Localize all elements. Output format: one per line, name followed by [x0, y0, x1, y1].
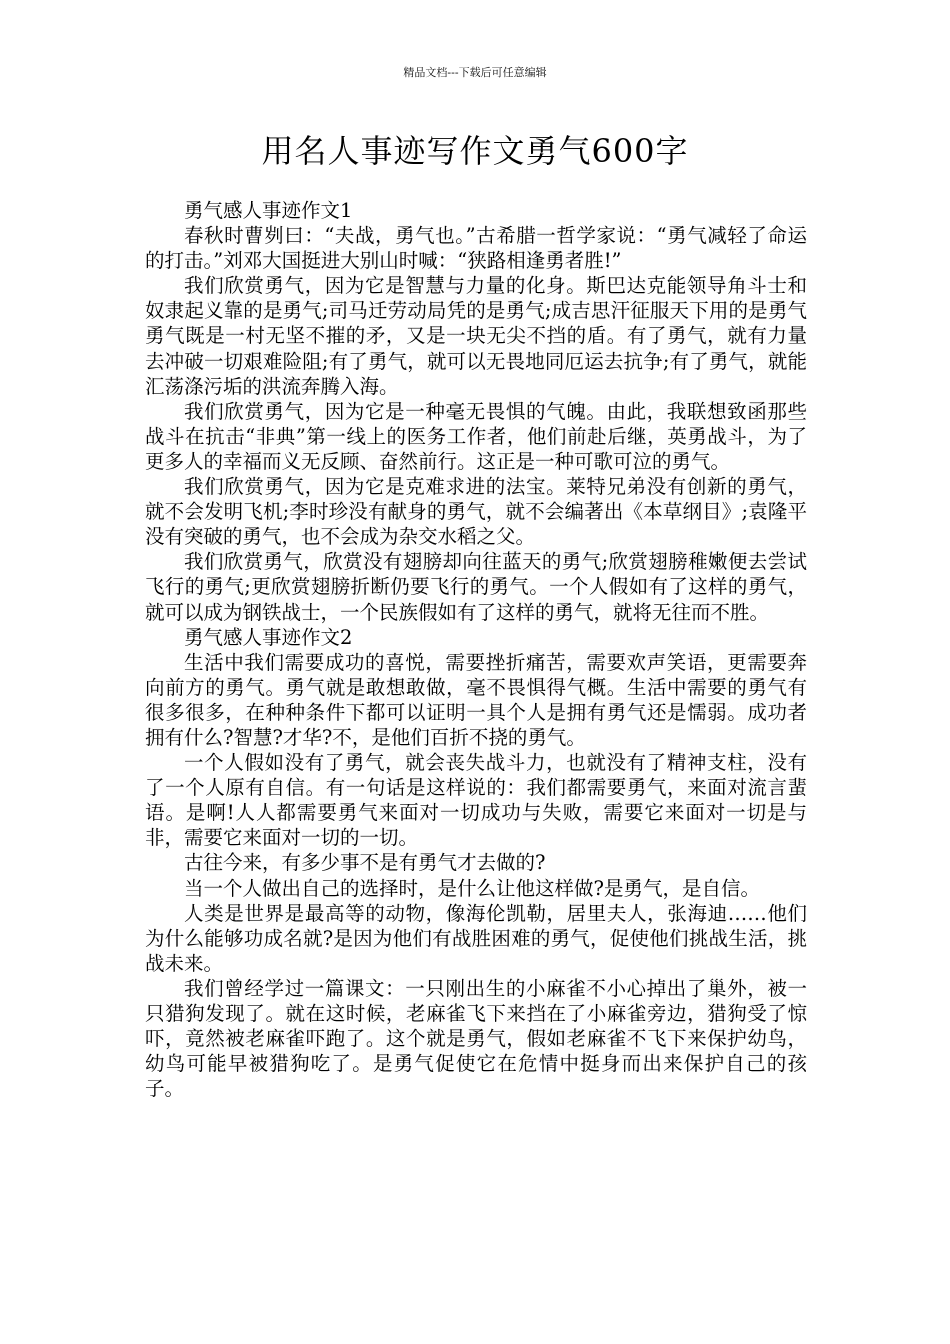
paragraph: 一个人假如没有了勇气，就会丧失战斗力，也就没有了精神支柱，没有了一个人原有自信。有一句话是这样说的：我们都需要勇气，来面对流言蜚语。是啊!人人都需要勇气来面对一切成功与失败，需要它来面对一切是与非，需要它来面对一切的一切。	[145, 751, 807, 850]
paragraph: 我们欣赏勇气，因为它是克难求进的法宝。莱特兄弟没有创新的勇气，就不会发明飞机;李时珍没有献身的勇气，就不会编著出《本草纲目》;袁隆平没有突破的勇气，也不会成为杂交水稻之父。	[145, 475, 807, 549]
paragraph: 生活中我们需要成功的喜悦，需要挫折痛苦，需要欢声笑语，更需要奔向前方的勇气。勇气就是敢想敢做，毫不畏惧得气概。生活中需要的勇气有很多很多，在种种条件下都可以证明一具个人是拥有勇气还是懦弱。成功者拥有什么?智慧?才华?不，是他们百折不挠的勇气。	[145, 650, 807, 749]
paragraph: 古往今来，有多少事不是有勇气才去做的?	[184, 851, 546, 875]
header-note: 精品文档---下载后可任意编辑	[403, 66, 547, 79]
section-heading-1: 勇气感人事迹作文1	[184, 199, 353, 222]
document-title: 用名人事迹写作文勇气600字	[261, 132, 689, 170]
paragraph: 当一个人做出自己的选择时，是什么让他这样做?是勇气，是自信。	[184, 876, 760, 900]
section-heading-2: 勇气感人事迹作文2	[184, 625, 353, 649]
document-body	[145, 198, 807, 1101]
paragraph: 人类是世界是最高等的动物，像海伦凯勒，居里夫人，张海迪……他们为什么能够功成名就?是因为他们有战胜困难的勇气，促使他们挑战生活，挑战未来。	[145, 901, 807, 975]
paragraph: 我们欣赏勇气，因为它是智慧与力量的化身。斯巴达克能领导角斗士和奴隶起义靠的是勇气;司马迁劳动局凭的是勇气;成吉思汗征服天下用的是勇气勇气既是一村无坚不摧的矛，又是一块无尖不挡的盾。有了勇气，就有力量去冲破一切艰难险阻;有了勇气，就可以无畏地同厄运去抗争;有了勇气，就能汇荡涤污垢的洪流奔腾入海。	[145, 274, 807, 398]
paragraph: 我们欣赏勇气，欣赏没有翅膀却向往蓝天的勇气;欣赏翅膀稚嫩便去尝试飞行的勇气;更欣赏翅膀折断仍要飞行的勇气。一个人假如有了这样的勇气，就可以成为钢铁战士，一个民族假如有了这样的勇气，就将无往而不胜。	[145, 550, 807, 624]
paragraph: 我们曾经学过一篇课文：一只刚出生的小麻雀不小心掉出了巢外，被一只猎狗发现了。就在这时候，老麻雀飞下来挡在了小麻雀旁边，猎狗受了惊吓，竟然被老麻雀吓跑了。这个就是勇气，假如老麻雀不飞下来保护幼鸟，幼鸟可能早被猎狗吃了。是勇气促使它在危情中挺身而出来保护自己的孩子。	[145, 976, 807, 1101]
paragraph: 我们欣赏勇气，因为它是一种毫无畏惧的气魄。由此，我联想致函那些战斗在抗击“非典”第一线上的医务工作者，他们前赴后继，英勇战斗，为了更多人的幸福而义无反顾、奋然前行。这正是一种可歌可泣的勇气。	[145, 399, 807, 473]
paragraph: 春秋时曹刿曰：“夫战，勇气也。”古希腊一哲学家说：“勇气减轻了命运的打击。”刘邓大国挺进大别山时喊：“狭路相逢勇者胜!”	[145, 224, 807, 273]
